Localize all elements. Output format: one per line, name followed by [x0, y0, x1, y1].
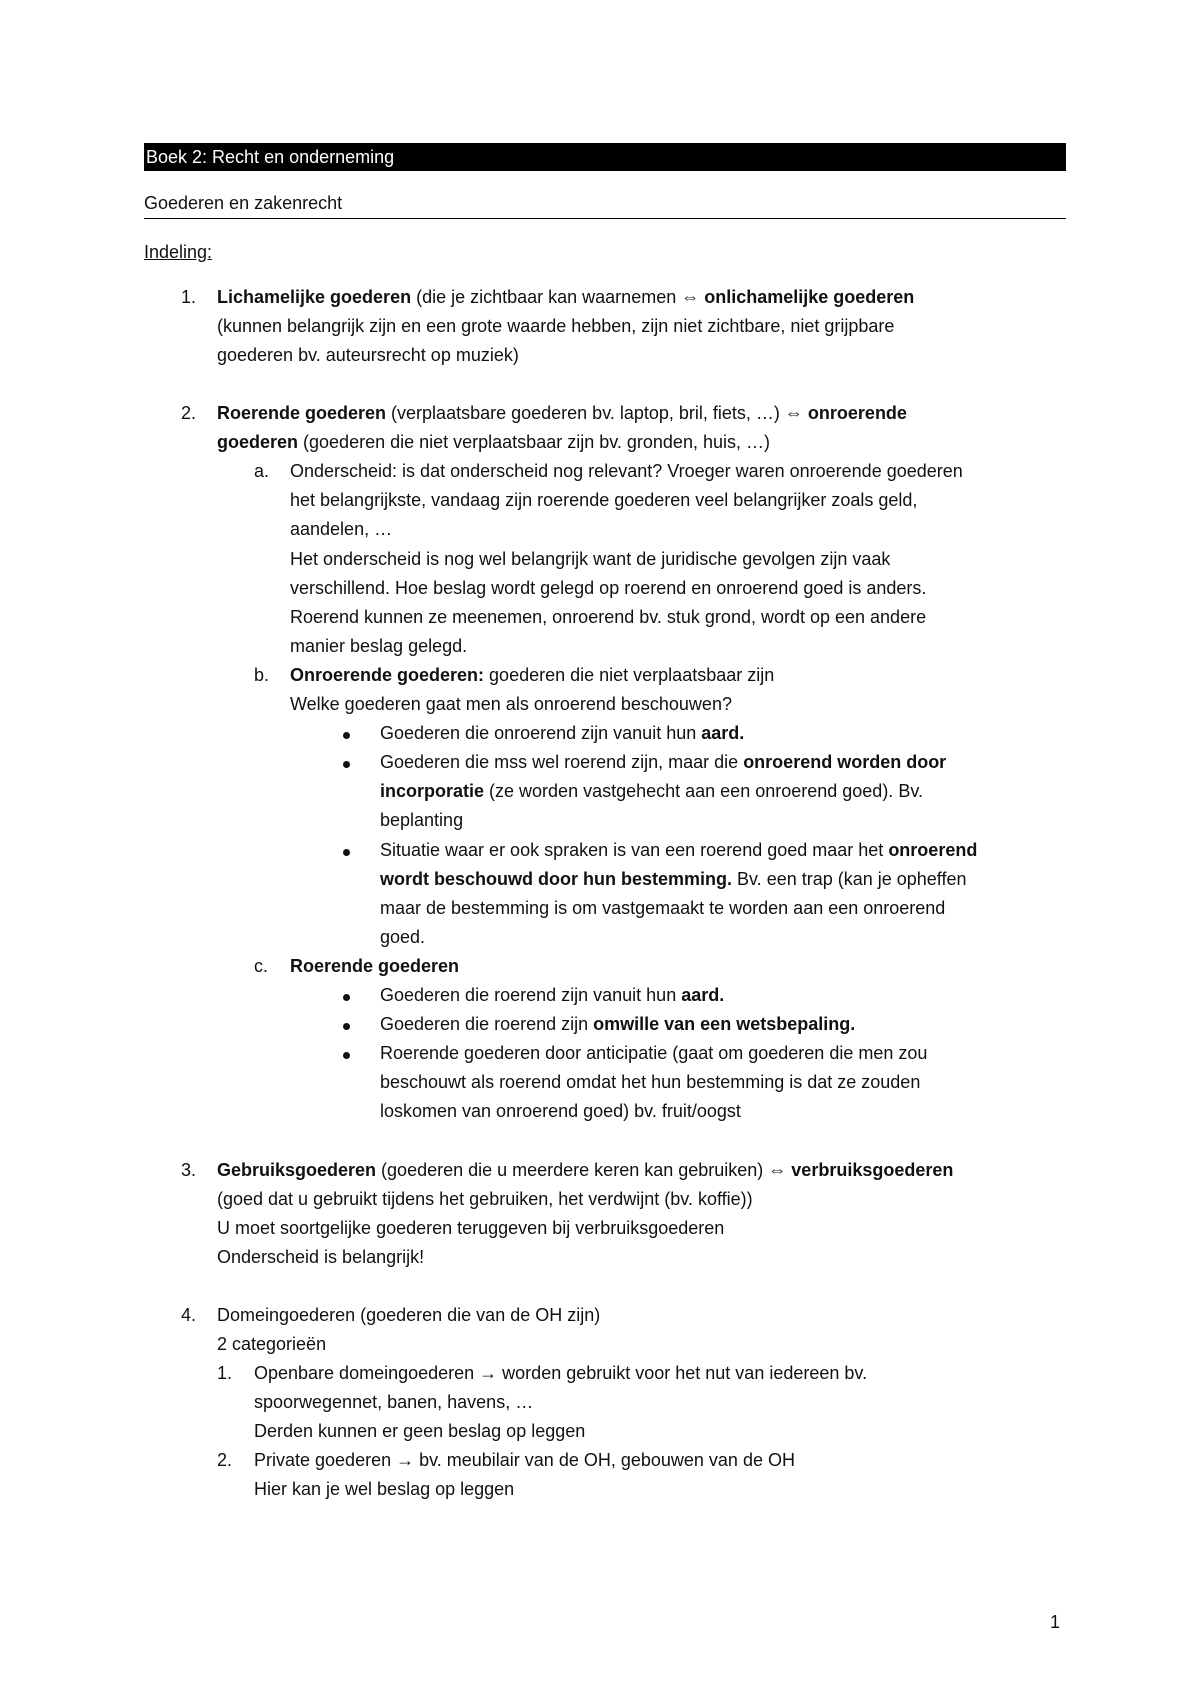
item2b-bullet3-line1: Situatie waar er ook spraken is van een roerend goed maar het onroerend	[380, 840, 978, 860]
item2b-line2: Welke goederen gaat men als onroerend beschouwen?	[290, 694, 732, 714]
item2c-bullet3-line2: beschouwt als roerend omdat het hun bestemming is dat ze zouden	[380, 1072, 921, 1092]
item2b-bullet1: Goederen die onroerend zijn vanuit hun aard.	[380, 723, 745, 743]
item2c-title: Roerende goederen	[290, 956, 460, 976]
equivalence-arrow-icon: ⇔	[768, 1160, 787, 1180]
bullet-icon	[343, 732, 350, 739]
item2a-line6: Roerend kunnen ze meenemen, onroerend bv. stuk grond, wordt op een andere	[290, 607, 927, 627]
item3-line1: Gebruiksgoederen (goederen die u meerdere keren kan gebruiken) ⇔ verbruiksgoederen	[217, 1160, 954, 1180]
section-header	[144, 189, 1066, 219]
section-header-title: Goederen en zakenrecht	[144, 193, 343, 213]
bullet-icon	[343, 761, 350, 768]
list-number-4: 4.	[180, 1305, 196, 1325]
item4-sub1-number: 1.	[217, 1363, 233, 1383]
item4-sub2-number: 2.	[217, 1450, 233, 1470]
item1-line3: goederen bv. auteursrecht op muziek)	[217, 345, 519, 365]
item4-line1: Domeingoederen (goederen die van de OH zijn)	[217, 1305, 601, 1325]
chapter-title: Boek 2: Recht en onderneming	[146, 147, 395, 167]
indeling-heading: Indeling:	[144, 242, 213, 262]
item4-sub2-line1: Private goederen → bv. meubilair van de OH, gebouwen van de OH	[254, 1450, 795, 1470]
item2a-line7: manier beslag gelegd.	[290, 636, 468, 656]
item4-sub1-line2: spoorwegennet, banen, havens, …	[254, 1392, 534, 1412]
item2b-bullet2-line1: Goederen die mss wel roerend zijn, maar die onroerend worden door	[380, 752, 947, 772]
item2b-bullet3-line3: maar de bestemming is om vastgemaakt te worden aan een onroerend	[380, 898, 946, 918]
list-number-2: 2.	[180, 403, 196, 423]
item3-line3: U moet soortgelijke goederen teruggeven bij verbruiksgoederen	[217, 1218, 725, 1238]
item4-sub2-line2: Hier kan je wel beslag op leggen	[254, 1479, 515, 1499]
item2a-line5: verschillend. Hoe beslag wordt gelegd op roerend en onroerend goed is anders.	[290, 578, 927, 598]
item2-line1: Roerende goederen (verplaatsbare goederen bv. laptop, bril, fiets, …) ⇔ onroerende	[217, 403, 907, 423]
right-arrow-icon: →	[479, 1363, 498, 1383]
bullet-icon	[343, 849, 350, 856]
item2b-bullet2-line2: incorporatie (ze worden vastgehecht aan een onroerend goed). Bv.	[380, 781, 923, 801]
item2a-line1: Onderscheid: is dat onderscheid nog relevant? Vroeger waren onroerende goederen	[290, 461, 963, 481]
item2-line2: goederen (goederen die niet verplaatsbaar zijn bv. gronden, huis, …)	[217, 432, 770, 452]
item2b-bullet2-line3: beplanting	[380, 810, 464, 830]
bullet-icon	[343, 1023, 350, 1030]
item2c-bullet3-line3: loskomen van onroerend goed) bv. fruit/oogst	[380, 1101, 741, 1121]
chapter-header-bar	[144, 143, 1066, 171]
equivalence-arrow-icon: ⇔	[784, 403, 803, 423]
list-number-1: 1.	[180, 287, 196, 307]
page-number: 1	[1050, 1612, 1061, 1632]
item2c-bullet1: Goederen die roerend zijn vanuit hun aard.	[380, 985, 725, 1005]
item1-line2: (kunnen belangrijk zijn en een grote waarde hebben, zijn niet zichtbare, niet grijpbare	[217, 316, 895, 336]
item2a-line2: het belangrijkste, vandaag zijn roerende goederen veel belangrijker zoals geld,	[290, 490, 918, 510]
sub-letter-b: b.	[254, 665, 270, 685]
item4-line2: 2 categorieën	[217, 1334, 327, 1354]
item4-sub1-line1: Openbare domeingoederen → worden gebruikt voor het nut van iedereen bv.	[254, 1363, 868, 1383]
sub-letter-a: a.	[254, 461, 270, 481]
item2b-line1: Onroerende goederen: goederen die niet verplaatsbaar zijn	[290, 665, 775, 685]
list-number-3: 3.	[180, 1160, 196, 1180]
item2a-line4: Het onderscheid is nog wel belangrijk want de juridische gevolgen zijn vaak	[290, 549, 891, 569]
bullet-icon	[343, 994, 350, 1001]
sub-letter-c: c.	[254, 956, 269, 976]
item3-line2: (goed dat u gebruikt tijdens het gebruiken, het verdwijnt (bv. koffie))	[217, 1189, 753, 1209]
item2a-line3: aandelen, …	[290, 519, 393, 539]
item4-sub1-line3: Derden kunnen er geen beslag op leggen	[254, 1421, 586, 1441]
item2c-bullet2: Goederen die roerend zijn omwille van een wetsbepaling.	[380, 1014, 856, 1034]
bullet-icon	[343, 1052, 350, 1059]
right-arrow-icon: →	[396, 1450, 415, 1470]
item1-line1: Lichamelijke goederen (die je zichtbaar kan waarnemen ⇔ onlichamelijke goederen	[217, 287, 915, 307]
equivalence-arrow-icon: ⇔	[681, 287, 700, 307]
item2b-bullet3-line2: wordt beschouwd door hun bestemming. Bv. een trap (kan je opheffen	[380, 869, 967, 889]
item2c-bullet3-line1: Roerende goederen door anticipatie (gaat om goederen die men zou	[380, 1043, 928, 1063]
item3-line4: Onderscheid is belangrijk!	[217, 1247, 425, 1267]
item2b-bullet3-line4: goed.	[380, 927, 426, 947]
